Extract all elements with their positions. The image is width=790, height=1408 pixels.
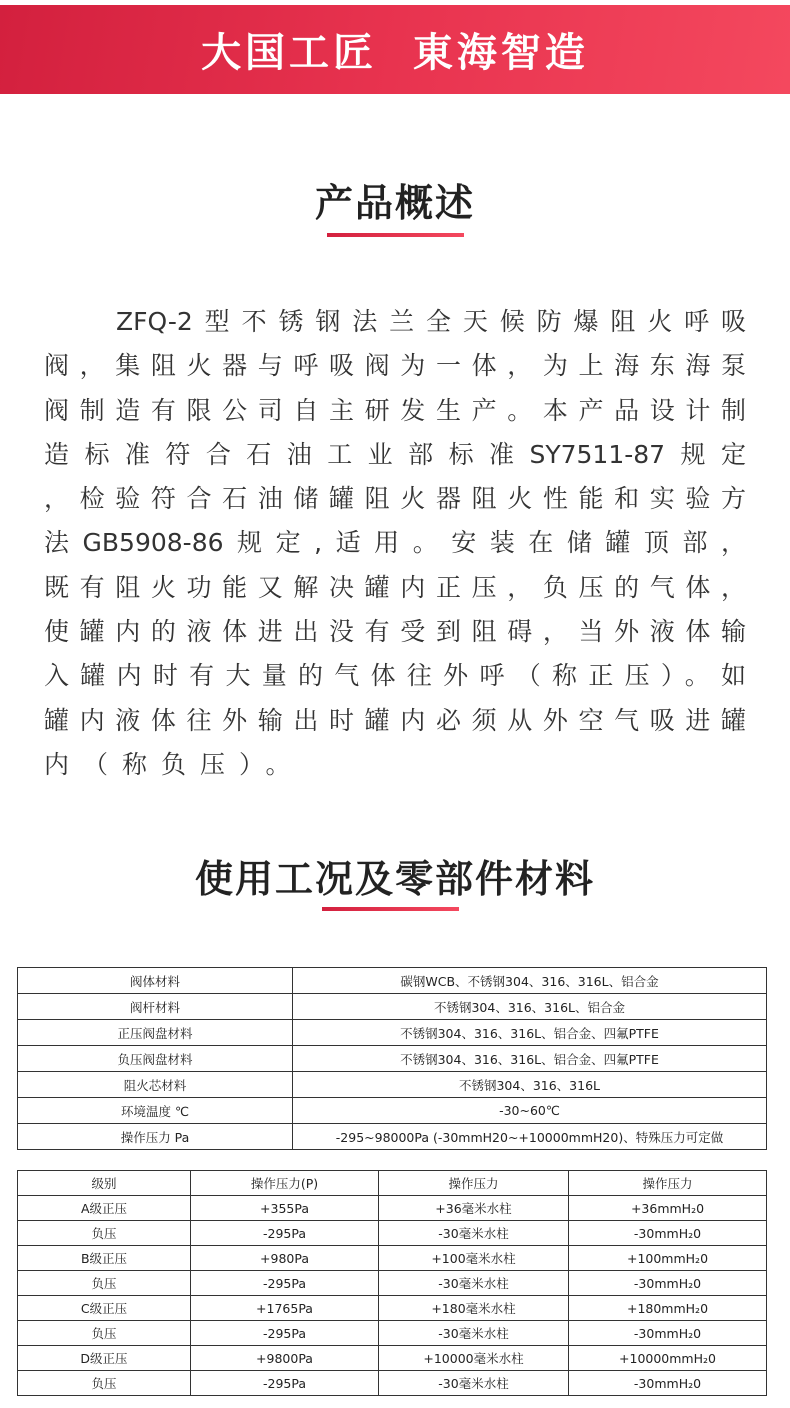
table-cell: +100毫米水柱 — [379, 1246, 569, 1271]
table-cell: D级正压 — [18, 1346, 191, 1371]
table-cell: +36mmH₂0 — [569, 1196, 767, 1221]
table-cell: +980Pa — [191, 1246, 379, 1271]
paragraph-line: 造标准符合石油工业部标准SY7511-87规定 — [44, 439, 746, 469]
table-cell: -295Pa — [191, 1371, 379, 1396]
table-cell: 不锈钢304、316、316L、铝合金、四氟PTFE — [293, 1046, 767, 1072]
table-cell: 负压 — [18, 1371, 191, 1396]
table-cell: -30毫米水柱 — [379, 1221, 569, 1246]
paragraph-line: 阀制造有限公司自主研发生产。本产品设计制 — [44, 395, 746, 425]
column-header: 级别 — [18, 1171, 191, 1196]
table-cell: 阀杆材料 — [18, 994, 293, 1020]
table-cell: +355Pa — [191, 1196, 379, 1221]
table-cell: +1765Pa — [191, 1296, 379, 1321]
table-row — [18, 1221, 767, 1246]
table-row — [18, 1246, 767, 1271]
column-header: 操作压力 — [569, 1171, 767, 1196]
table-row — [18, 1371, 767, 1396]
table-cell: -30mmH₂0 — [569, 1221, 767, 1246]
table-cell: -30mmH₂0 — [569, 1371, 767, 1396]
materials-title: 使用工况及零部件材料 — [194, 857, 595, 901]
table-cell: -30mmH₂0 — [569, 1321, 767, 1346]
paragraph-line: ZFQ-2型不锈钢法兰全天候防爆阻火呼吸 — [116, 307, 746, 336]
table-row — [18, 1072, 767, 1098]
table-row — [18, 1046, 767, 1072]
table-cell: 正压阀盘材料 — [18, 1020, 293, 1046]
table-cell: 环境温度 ℃ — [18, 1098, 293, 1124]
table-row — [18, 1271, 767, 1296]
paragraph-line: 既有阻火功能又解决罐内正压，负压的气体， — [44, 572, 746, 602]
table-cell: 负压 — [18, 1221, 191, 1246]
paragraph-line: ，检验符合石油储罐阻火器阻火性能和实验方 — [44, 484, 746, 514]
table-row — [18, 1196, 767, 1221]
overview-title: 产品概述 — [314, 181, 475, 225]
table-header-row — [18, 1171, 767, 1196]
table-row — [18, 1124, 767, 1150]
table-cell: +10000mmH₂0 — [569, 1346, 767, 1371]
table-cell: +36毫米水柱 — [379, 1196, 569, 1221]
overview-title-underline — [327, 233, 464, 237]
table-cell: C级正压 — [18, 1296, 191, 1321]
table-cell: +180毫米水柱 — [379, 1296, 569, 1321]
table-cell: +100mmH₂0 — [569, 1246, 767, 1271]
table-cell: A级正压 — [18, 1196, 191, 1221]
banner-slogan: 大国工匠 東海智造 — [201, 30, 589, 76]
table-cell: 不锈钢304、316、316L、铝合金 — [293, 994, 767, 1020]
table-cell: +180mmH₂0 — [569, 1296, 767, 1321]
overview-paragraph — [44, 300, 746, 787]
banner — [0, 5, 790, 94]
table-cell: 不锈钢304、316、316L、铝合金、四氟PTFE — [293, 1020, 767, 1046]
paragraph-line: 入罐内时有大量的气体往外呼（称正压）。如 — [44, 661, 746, 691]
column-header: 操作压力(P) — [191, 1171, 379, 1196]
column-header: 操作压力 — [379, 1171, 569, 1196]
table-cell: -30毫米水柱 — [379, 1321, 569, 1346]
table-cell: 负压 — [18, 1271, 191, 1296]
table-cell: 负压 — [18, 1321, 191, 1346]
table-row — [18, 1020, 767, 1046]
table-cell: 负压阀盘材料 — [18, 1046, 293, 1072]
table-cell: -295Pa — [191, 1321, 379, 1346]
table-cell: -295Pa — [191, 1221, 379, 1246]
pressure-table — [17, 1170, 767, 1396]
table-cell: -30mmH₂0 — [569, 1271, 767, 1296]
table-cell: -295Pa — [191, 1271, 379, 1296]
table-cell: 不锈钢304、316、316L — [293, 1072, 767, 1098]
table-cell: B级正压 — [18, 1246, 191, 1271]
table-cell: -295~98000Pa (-30mmH20~+10000mmH20)、特殊压力可定做 — [293, 1124, 767, 1150]
table-cell: 操作压力 Pa — [18, 1124, 293, 1150]
table-cell: -30毫米水柱 — [379, 1271, 569, 1296]
paragraph-line: 法GB5908-86规定,适用。安装在储罐顶部， — [44, 528, 746, 558]
table-row — [18, 1098, 767, 1124]
table-cell: 碳钢WCB、不锈钢304、316、316L、铝合金 — [293, 968, 767, 994]
table-cell: -30~60℃ — [293, 1098, 767, 1124]
materials-title-underline — [322, 907, 459, 911]
table-cell: +10000毫米水柱 — [379, 1346, 569, 1371]
table-row — [18, 994, 767, 1020]
table-cell: -30毫米水柱 — [379, 1371, 569, 1396]
paragraph-line: 内（称负压）。 — [44, 749, 305, 779]
table-row — [18, 968, 767, 994]
paragraph-line: 阀，集阻火器与呼吸阀为一体，为上海东海泵 — [44, 351, 746, 381]
paragraph-line: 罐内液体往外输出时罐内必须从外空气吸进罐 — [44, 705, 746, 735]
table-row — [18, 1321, 767, 1346]
table-row — [18, 1346, 767, 1371]
table-cell: 阻火芯材料 — [18, 1072, 293, 1098]
table-cell: +9800Pa — [191, 1346, 379, 1371]
paragraph-line: 使罐内的液体进出没有受到阻碍，当外液体输 — [44, 617, 746, 647]
materials-table — [17, 967, 767, 1150]
table-row — [18, 1296, 767, 1321]
table-cell: 阀体材料 — [18, 968, 293, 994]
